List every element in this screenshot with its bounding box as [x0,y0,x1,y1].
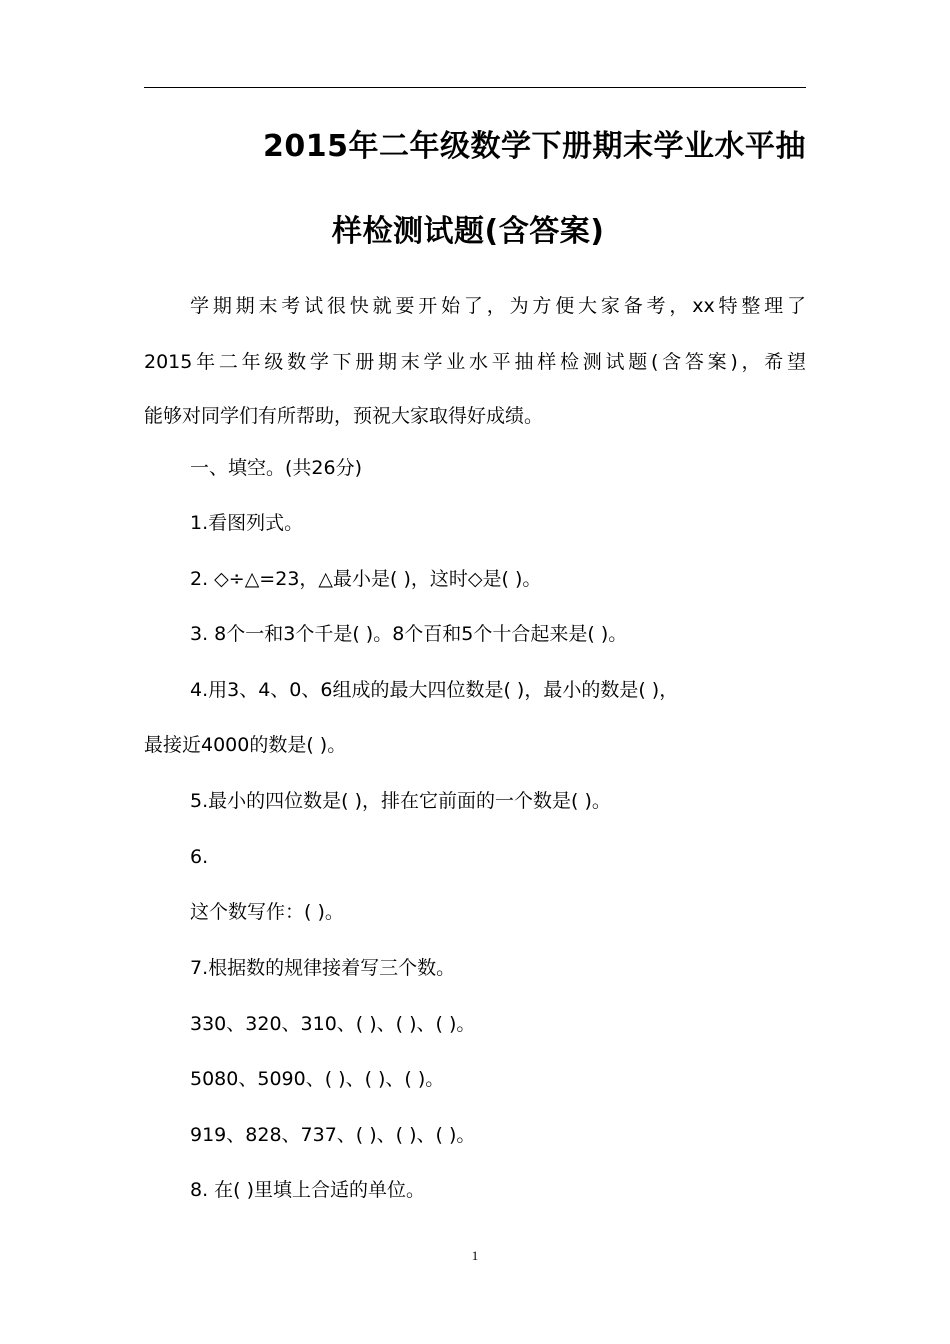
question-7-row-1: 330、320、310、( )、( )、( )。 [190,1013,476,1035]
document-title-line-2: 样检测试题(含答案) [332,214,605,249]
document-title-line-1: 2015年二年级数学下册期末学业水平抽 [263,129,806,164]
question-1: 1.看图列式。 [190,512,304,534]
question-2: 2. ◇÷△=23，△最小是( )，这时◇是( )。 [190,568,542,590]
question-3: 3. 8个一和3个千是( )。8个百和5个十合起来是( )。 [190,623,628,645]
question-7-row-3: 919、828、737、( )、( )、( )。 [190,1124,476,1146]
question-8: 8. 在( )里填上合适的单位。 [190,1179,426,1201]
question-5: 5.最小的四位数是( )，排在它前面的一个数是( )。 [190,790,611,812]
intro-line-1: 学期期末考试很快就要开始了，为方便大家备考，xx特整理了 [190,295,806,317]
intro-line-2: 2015年二年级数学下册期末学业水平抽样检测试题(含答案)，希望 [144,351,806,373]
page-number: 1 [471,1248,479,1263]
question-4: 4.用3、4、0、6组成的最大四位数是( )，最小的数是( )， [190,679,679,701]
question-7-row-2: 5080、5090、( )、( )、( )。 [190,1068,445,1090]
header-rule [144,87,806,88]
question-4-continued: 最接近4000的数是( )。 [144,734,347,756]
question-6-answer: 这个数写作：( )。 [190,901,344,923]
intro-line-3: 能够对同学们有所帮助，预祝大家取得好成绩。 [144,405,544,427]
question-7: 7.根据数的规律接着写三个数。 [190,957,456,979]
section-heading: 一、填空。(共26分) [190,457,363,479]
question-6: 6. [190,846,209,868]
